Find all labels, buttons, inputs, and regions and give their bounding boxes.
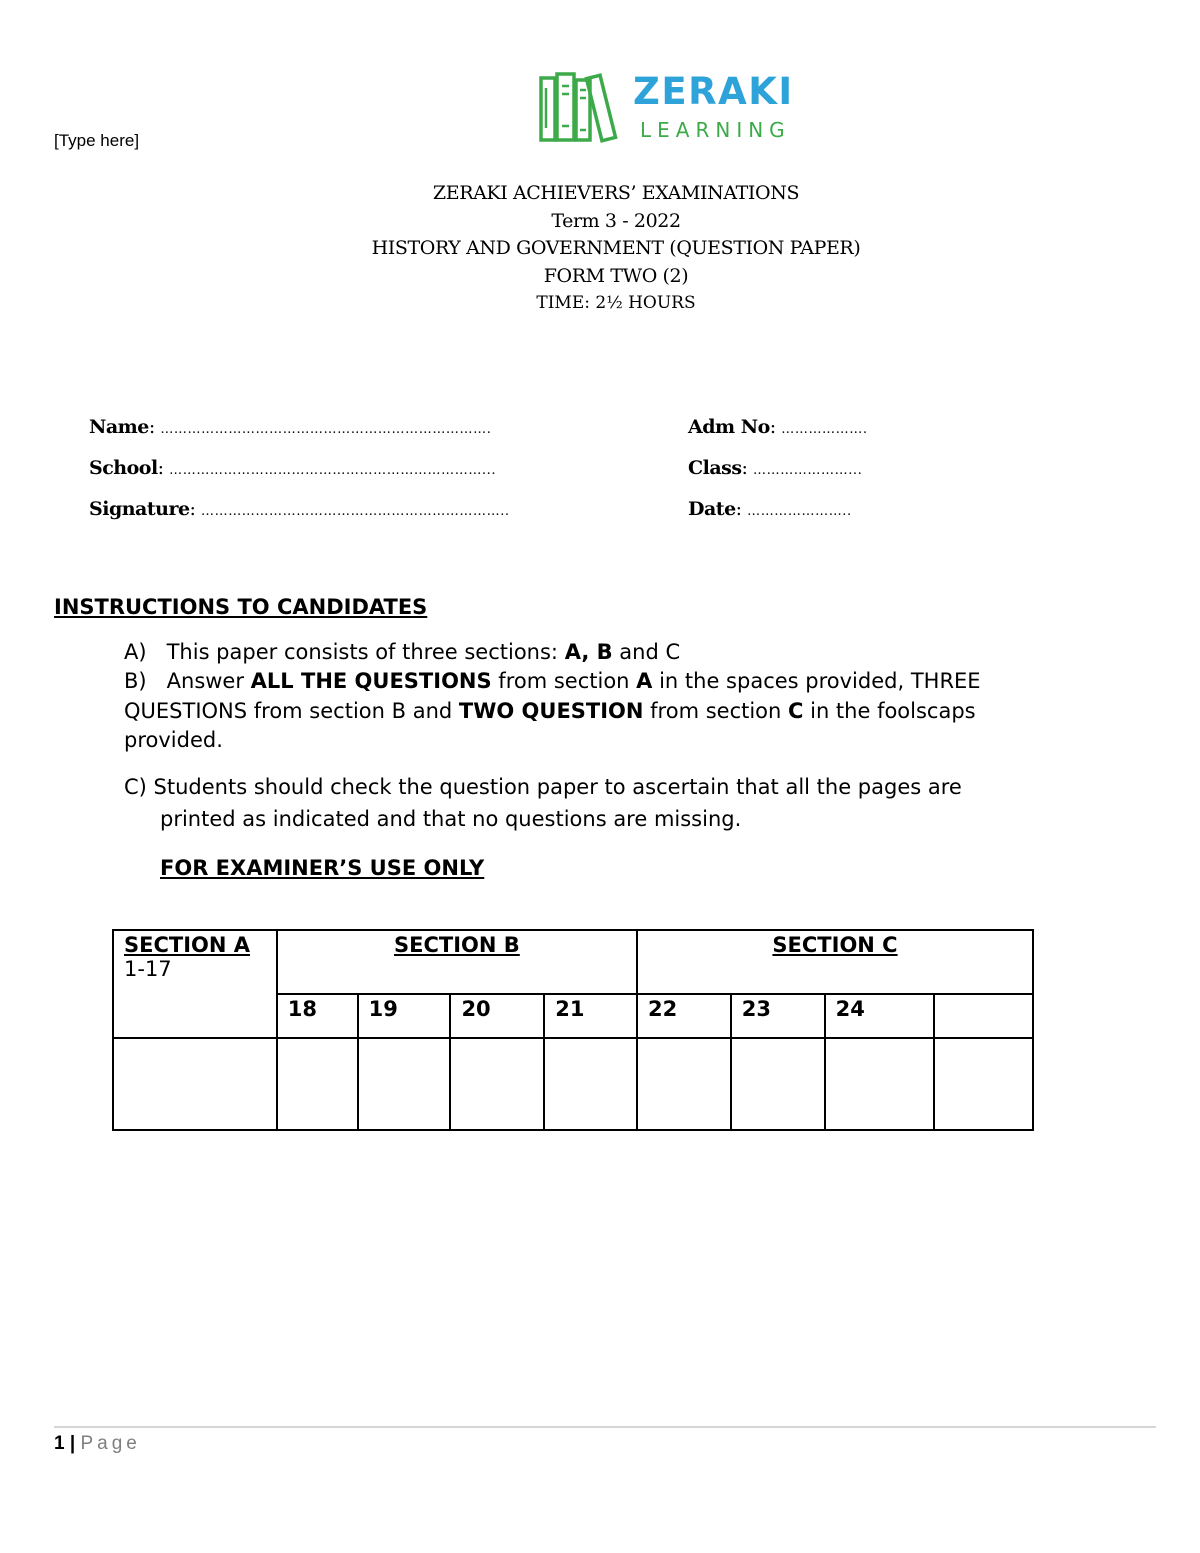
footer-separator: | <box>69 1433 76 1454</box>
instruction-c <box>124 771 962 835</box>
question-24-header: 24 <box>825 994 935 1038</box>
class-field[interactable]: Class: …………………... <box>688 457 863 479</box>
instruction-b <box>124 667 981 756</box>
header-placeholder: [Type here] <box>54 131 140 150</box>
instruction-b-t4: QUESTIONS from section B and <box>124 698 459 723</box>
class-label: Class <box>688 457 742 479</box>
books-icon <box>538 70 622 145</box>
adm-no-label: Adm No <box>688 416 770 438</box>
instruction-b-line1 <box>124 667 981 697</box>
date-label: Date <box>688 498 736 520</box>
school-dots: ……………………………………………………………... <box>169 463 497 478</box>
signature-field[interactable]: Signature: ………………………………………………………….. <box>89 498 510 520</box>
score-cell-total[interactable] <box>934 1038 1033 1130</box>
date-dots: ………………….. <box>747 504 852 519</box>
instruction-a-marker: A) <box>124 640 147 664</box>
section-a-label: SECTION A <box>124 933 251 957</box>
zeraki-logo <box>538 70 828 145</box>
instruction-c-line1 <box>124 771 962 803</box>
signature-dots: ………………………………………………………….. <box>201 504 510 519</box>
instruction-b-marker: B) <box>124 669 147 693</box>
logo-tagline: LEARNING <box>640 118 791 142</box>
instruction-b-line2 <box>124 697 981 727</box>
page-number: 1 <box>54 1433 65 1454</box>
score-cell-23[interactable] <box>731 1038 825 1130</box>
question-blank-header <box>934 994 1033 1038</box>
instruction-b-t6: in the foolscaps <box>803 698 976 723</box>
instruction-b-t5: from section <box>643 698 789 723</box>
school-field[interactable]: School: ……………………………………………………………... <box>89 457 497 479</box>
footer-divider <box>54 1426 1156 1428</box>
instruction-b-t2: from section <box>491 669 637 693</box>
adm-no-field[interactable]: Adm No: ………………. <box>688 416 868 438</box>
instructions-heading: INSTRUCTIONS TO CANDIDATES <box>54 595 428 619</box>
instruction-c-marker: C) <box>124 775 147 799</box>
score-cell-21[interactable] <box>544 1038 637 1130</box>
page-word: Page <box>80 1433 141 1454</box>
score-cell-18[interactable] <box>277 1038 358 1130</box>
exam-time: TIME: 2½ HOURS <box>536 293 696 313</box>
instruction-c-text1: Students should check the question paper to ascertain that all the pages are <box>153 775 962 799</box>
instruction-a-tail: and C <box>612 640 681 664</box>
instruction-c-line2: printed as indicated and that no questions are missing. <box>160 807 742 831</box>
examiner-heading: FOR EXAMINER’S USE ONLY <box>160 856 485 880</box>
examiner-score-table <box>112 929 1034 1131</box>
exam-subject: HISTORY AND GOVERNMENT (QUESTION PAPER) <box>371 237 861 259</box>
instruction-b-t3: in the spaces provided, THREE <box>652 669 981 693</box>
name-field[interactable]: Name: ………………………………………………………………. <box>89 416 492 438</box>
instruction-a-text: This paper consists of three sections: <box>166 640 565 664</box>
page-footer <box>54 1433 141 1455</box>
instruction-b-b3: TWO QUESTION <box>458 698 644 723</box>
instruction-a-bold: A, B <box>564 640 613 664</box>
instruction-a <box>124 638 680 668</box>
section-b-header: SECTION B <box>277 930 637 994</box>
score-cell-24[interactable] <box>825 1038 935 1130</box>
section-a-header <box>113 930 277 1038</box>
exam-form: FORM TWO (2) <box>543 264 689 287</box>
school-label: School <box>89 457 158 479</box>
question-23-header: 23 <box>731 994 825 1038</box>
instruction-b-t1: Answer <box>166 669 251 693</box>
instruction-b-b4: C <box>788 698 804 723</box>
exam-term: Term 3 - 2022 <box>551 209 681 232</box>
exam-title: ZERAKI ACHIEVERS’ EXAMINATIONS <box>432 182 800 204</box>
score-cell-22[interactable] <box>637 1038 731 1130</box>
date-field[interactable]: Date: ………………….. <box>688 498 852 520</box>
score-cell-20[interactable] <box>450 1038 544 1130</box>
section-a-range: 1-17 <box>124 957 172 981</box>
exam-title-block <box>0 180 1200 318</box>
instruction-b-b2: A <box>636 669 653 693</box>
question-22-header: 22 <box>637 994 731 1038</box>
section-c-header: SECTION C <box>637 930 1033 994</box>
question-21-header: 21 <box>544 994 637 1038</box>
question-20-header: 20 <box>450 994 544 1038</box>
adm-no-dots: ………………. <box>781 422 868 437</box>
instruction-b-b1: ALL THE QUESTIONS <box>250 669 492 693</box>
class-dots: …………………... <box>753 463 863 478</box>
question-19-header: 19 <box>358 994 451 1038</box>
question-18-header: 18 <box>277 994 358 1038</box>
logo-wordmark: ZERAKI <box>633 70 794 113</box>
signature-label: Signature <box>89 498 190 520</box>
instruction-b-line3: provided. <box>124 728 223 752</box>
score-cell-section-a[interactable] <box>113 1038 277 1130</box>
name-label: Name <box>89 416 149 438</box>
score-cell-19[interactable] <box>358 1038 451 1130</box>
name-dots: ………………………………………………………………. <box>160 422 492 437</box>
